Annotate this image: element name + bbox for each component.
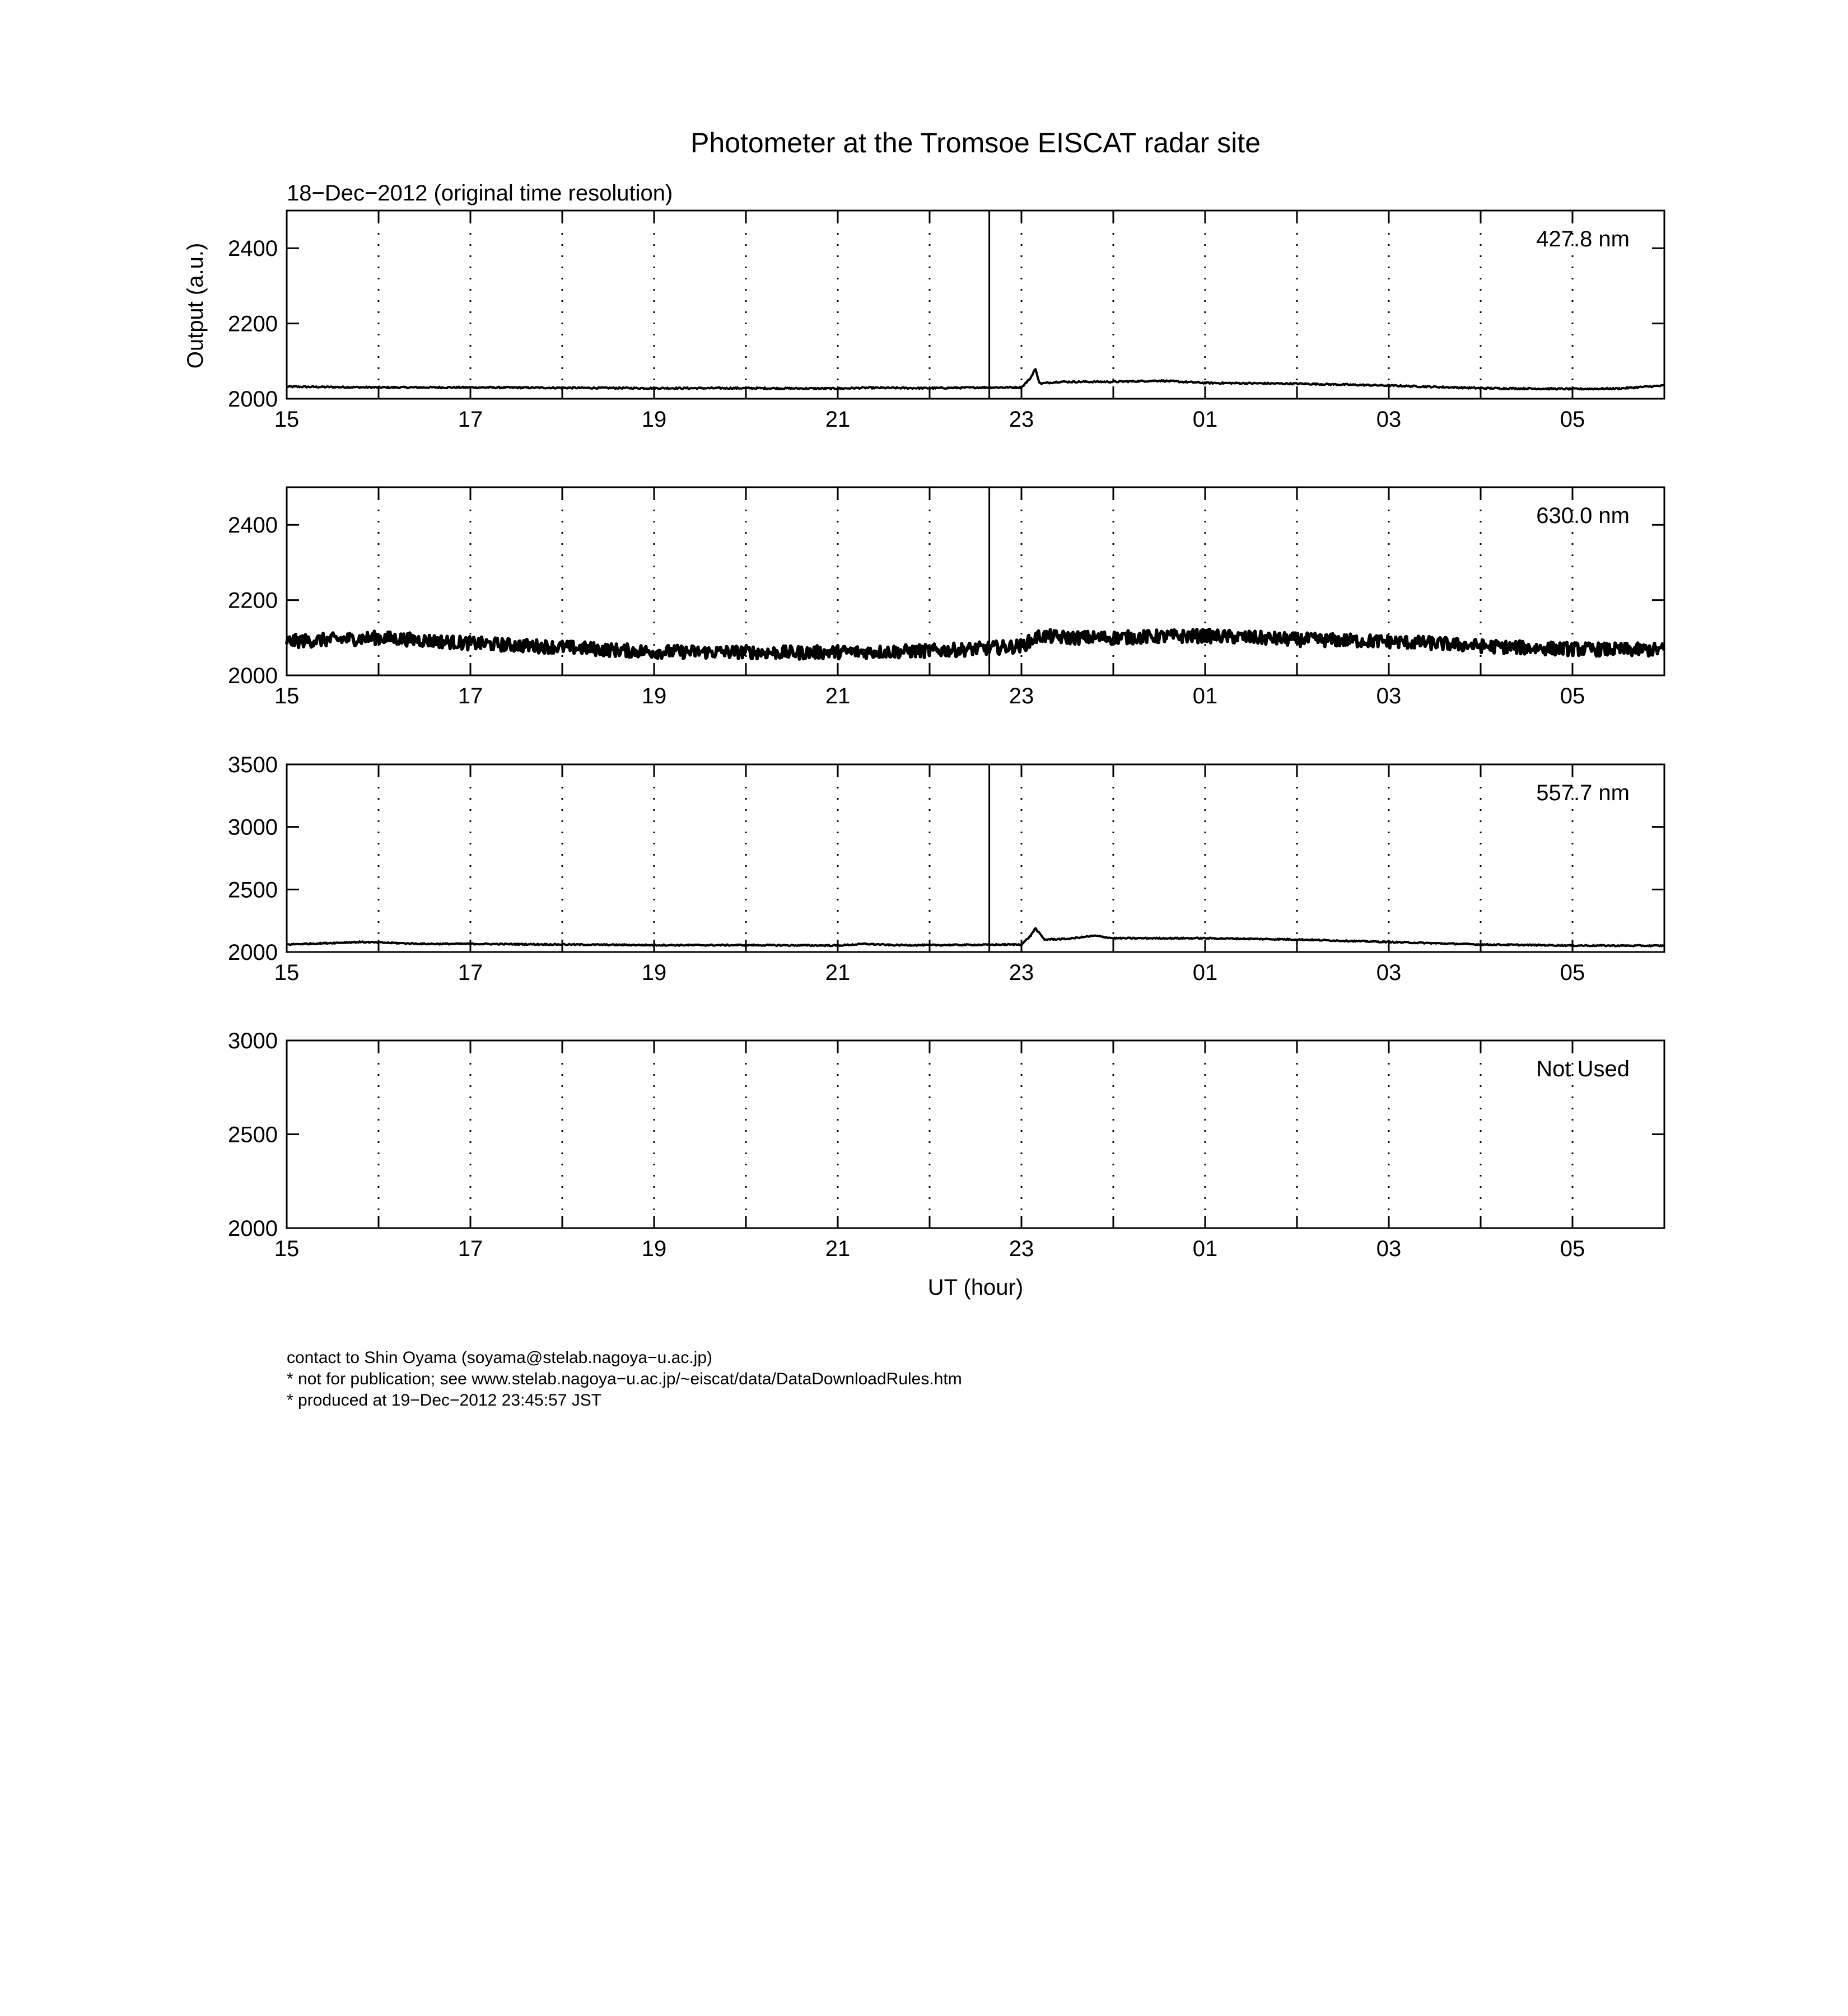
x-tick-label: 05 (1560, 684, 1585, 708)
y-tick-label: 2000 (228, 387, 278, 412)
x-tick-label: 15 (274, 960, 300, 985)
x-tick-label: 15 (274, 684, 300, 708)
x-tick-label: 03 (1376, 684, 1402, 708)
chart-subtitle: 18−Dec−2012 (original time resolution) (287, 181, 673, 206)
series-line-1 (287, 928, 1664, 946)
x-tick-label: 01 (1192, 1236, 1218, 1261)
x-tick-label: 01 (1192, 684, 1218, 708)
y-tick-label: 2000 (228, 940, 278, 965)
y-tick-label: 2500 (228, 878, 278, 903)
x-tick-label: 03 (1376, 960, 1402, 985)
x-tick-label: 19 (641, 1236, 667, 1261)
panel-label: 630.0 nm (1536, 503, 1630, 528)
x-tick-label: 21 (825, 1236, 851, 1261)
panel-4 (228, 1029, 1664, 1261)
y-axis-label: Output (a.u.) (183, 242, 208, 369)
x-tick-label: 23 (1009, 960, 1034, 985)
x-tick-label: 23 (1009, 1236, 1034, 1261)
axes-frame (287, 211, 1664, 399)
x-tick-label: 05 (1560, 960, 1585, 985)
x-tick-label: 21 (825, 960, 851, 985)
x-tick-label: 03 (1376, 407, 1402, 432)
footer-notes (287, 1348, 962, 1410)
x-tick-label: 17 (458, 407, 483, 432)
series-line-1 (287, 369, 1664, 389)
panel-label: 557.7 nm (1536, 781, 1630, 805)
x-tick-label: 15 (274, 407, 300, 432)
x-tick-label: 21 (825, 407, 851, 432)
panel-2 (228, 487, 1664, 708)
x-tick-label: 19 (641, 960, 667, 985)
x-tick-label: 19 (641, 684, 667, 708)
panel-label: 427.8 nm (1536, 227, 1630, 251)
axes-frame (287, 764, 1664, 952)
y-tick-label: 2400 (228, 513, 278, 538)
series-line-1 (287, 629, 1664, 659)
footer-line: contact to Shin Oyama (soyama@stelab.nagoya−u.ac.jp) (287, 1348, 713, 1367)
y-tick-label: 2000 (228, 1216, 278, 1241)
x-tick-label: 19 (641, 407, 667, 432)
y-tick-label: 3500 (228, 753, 278, 777)
x-tick-label: 01 (1192, 407, 1218, 432)
y-tick-label: 2400 (228, 236, 278, 262)
x-tick-label: 23 (1009, 407, 1034, 432)
y-tick-label: 3000 (228, 1029, 278, 1053)
x-tick-label: 17 (458, 684, 483, 708)
x-tick-label: 17 (458, 1236, 483, 1261)
x-tick-label: 21 (825, 684, 851, 708)
chart-title: Photometer at the Tromsoe EISCAT radar site (690, 127, 1261, 158)
y-tick-label: 2200 (228, 311, 278, 337)
panel-1 (228, 211, 1664, 432)
y-tick-label: 2000 (228, 664, 278, 688)
x-tick-label: 01 (1192, 960, 1218, 985)
x-tick-label: 05 (1560, 407, 1585, 432)
footer-line: * produced at 19−Dec−2012 23:45:57 JST (287, 1391, 602, 1410)
y-tick-label: 2500 (228, 1122, 278, 1147)
x-axis-label: UT (hour) (927, 1275, 1024, 1300)
x-tick-label: 05 (1560, 1236, 1585, 1261)
axes-frame (287, 1040, 1664, 1228)
panels (228, 211, 1664, 1261)
footer-line: * not for publication; see www.stelab.nagoya−u.ac.jp/~eiscat/data/DataDownloadRules.htm (287, 1370, 962, 1388)
x-tick-label: 15 (274, 1236, 300, 1261)
x-tick-label: 23 (1009, 684, 1034, 708)
panel-3 (228, 753, 1664, 985)
x-tick-label: 03 (1376, 1236, 1402, 1261)
y-tick-label: 3000 (228, 815, 278, 840)
y-tick-label: 2200 (228, 588, 278, 613)
panel-label: Not Used (1536, 1057, 1630, 1081)
x-tick-label: 17 (458, 960, 483, 985)
